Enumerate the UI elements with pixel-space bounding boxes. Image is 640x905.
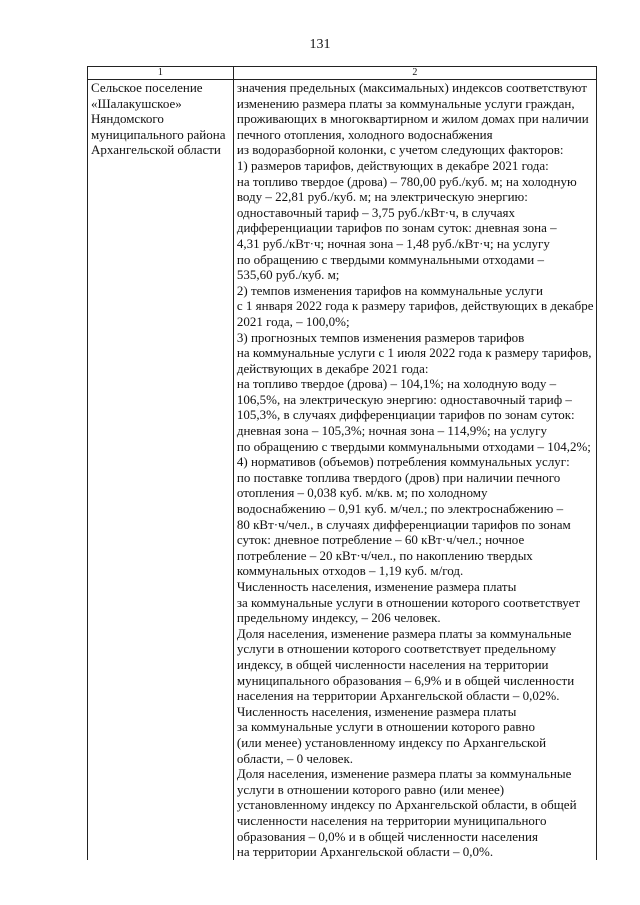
- description-line: воду – 22,81 руб./куб. м; на электрическую энергию:: [236, 189, 528, 205]
- description-line: 1) размеров тарифов, действующих в декабре 2021 года:: [236, 157, 549, 173]
- description-line: проживающих в многоквартирном и жилом домах при наличии: [236, 111, 589, 127]
- description-line: значения предельных (максимальных) индексов соответствуют: [236, 80, 587, 95]
- description-line: 4,31 руб./кВт·ч; ночная зона – 1,48 руб./кВт·ч; на услугу: [236, 235, 550, 251]
- description-line: суток: дневное потребление – 60 кВт·ч/чел.; ночное: [236, 532, 525, 548]
- description-line: одноставочный тариф – 3,75 руб./кВт·ч, в случаях: [236, 204, 516, 220]
- description-line: Численность населения, изменение размера платы: [236, 703, 517, 719]
- table-header-row: [88, 67, 597, 80]
- description-line: из водоразборной колонки, с учетом следующих факторов:: [236, 142, 564, 158]
- settlement-name-line: Архангельской области: [91, 142, 221, 158]
- description-cell: [233, 80, 596, 860]
- document-table: [87, 66, 597, 860]
- description-line: на территории Архангельской области – 0,0%.: [236, 844, 494, 860]
- description-line: населения на территории Архангельской области – 0,02%.: [236, 688, 560, 704]
- description-line: 105,3%, в случаях дифференциации тарифов по зонам суток:: [236, 407, 575, 423]
- settlement-name-line: Няндомского: [91, 111, 164, 127]
- description-line: (или менее) установленному индексу по Архангельской: [236, 734, 547, 750]
- description-line: дифференциации тарифов по зонам суток: дневная зона –: [236, 220, 557, 236]
- settlement-name-cell: [88, 80, 234, 860]
- description-line: услуги в отношении которого соответствует предельному: [236, 641, 557, 657]
- settlement-name-line: муниципального района: [91, 126, 226, 142]
- description-line: Доля населения, изменение размера платы за коммунальные: [236, 766, 572, 782]
- description-line: 3) прогнозных темпов изменения размеров тарифов: [236, 329, 525, 345]
- description-line: 4) нормативов (объемов) потребления коммунальных услуг:: [236, 454, 570, 470]
- description-line: образования – 0,0% и в общей численности населения: [236, 828, 538, 844]
- description-line: печного отопления, холодного водоснабжения: [236, 126, 493, 142]
- description-line: отопления – 0,038 куб. м/кв. м; по холодному: [236, 485, 488, 501]
- description-line: Доля населения, изменение размера платы за коммунальные: [236, 625, 572, 641]
- description-line: за коммунальные услуги в отношении которого равно: [236, 719, 536, 735]
- description-line: дневная зона – 105,3%; ночная зона – 114,9%; на услугу: [236, 423, 547, 439]
- description-line: потребление – 20 кВт·ч/чел., по накоплению твердых: [236, 547, 533, 563]
- description-line: области, – 0 человек.: [236, 750, 354, 766]
- description-line: муниципального образования – 6,9% и в общей численности: [236, 672, 575, 688]
- description-line: за коммунальные услуги в отношении которого соответствует: [236, 594, 581, 610]
- description-line: 80 кВт·ч/чел., в случаях дифференциации тарифов по зонам: [236, 516, 571, 532]
- description-line: 106,5%, на электрическую энергию: одноставочный тариф –: [236, 391, 572, 407]
- description-line: на коммунальные услуги с 1 июля 2022 года к размеру тарифов,: [236, 345, 592, 361]
- settlement-name-line: Сельское поселение: [91, 80, 203, 95]
- description-line: действующих в декабре 2021 года:: [236, 360, 429, 376]
- table-row: [88, 80, 597, 860]
- description-line: численности населения на территории муниципального: [236, 812, 547, 828]
- description-line: водоснабжению – 0,91 куб. м/чел.; по электроснабжению –: [236, 501, 564, 517]
- description-line: 2) темпов изменения тарифов на коммунальные услуги: [236, 282, 543, 298]
- description-line: изменению размера платы за коммунальные услуги граждан,: [236, 95, 575, 111]
- column-header-1: 1: [88, 67, 234, 80]
- description-line: Численность населения, изменение размера платы: [236, 579, 517, 594]
- description-line: по поставке топлива твердого (дров) при наличии печного: [236, 469, 561, 485]
- description-line: с 1 января 2022 года к размеру тарифов, действующих в декабре: [236, 298, 594, 314]
- description-line: по обращению с твердыми коммунальными отходами – 104,2%;: [236, 438, 591, 454]
- description-line: по обращению с твердыми коммунальными отходами –: [236, 251, 544, 267]
- description-line: предельному индексу, – 206 человек.: [236, 610, 441, 626]
- description-line: установленному индексу по Архангельской области, в общей: [236, 797, 577, 813]
- description-line: на топливо твердое (дрова) – 780,00 руб./куб. м; на холодную: [236, 173, 577, 189]
- description-line: индексу, в общей численности населения на территории: [236, 656, 549, 672]
- column-header-2: 2: [233, 67, 596, 80]
- page-number: 131: [309, 37, 331, 52]
- description-line: 2021 года, – 100,0%;: [236, 313, 350, 329]
- description-line: коммунальных отходов – 1,19 куб. м/год.: [236, 563, 464, 579]
- description-line: на топливо твердое (дрова) – 104,1%; на холодную воду –: [236, 376, 557, 392]
- description-line: услуги в отношении которого равно (или менее): [236, 781, 505, 797]
- settlement-name-line: «Шалакушское»: [91, 95, 182, 111]
- description-line: 535,60 руб./куб. м;: [236, 267, 340, 283]
